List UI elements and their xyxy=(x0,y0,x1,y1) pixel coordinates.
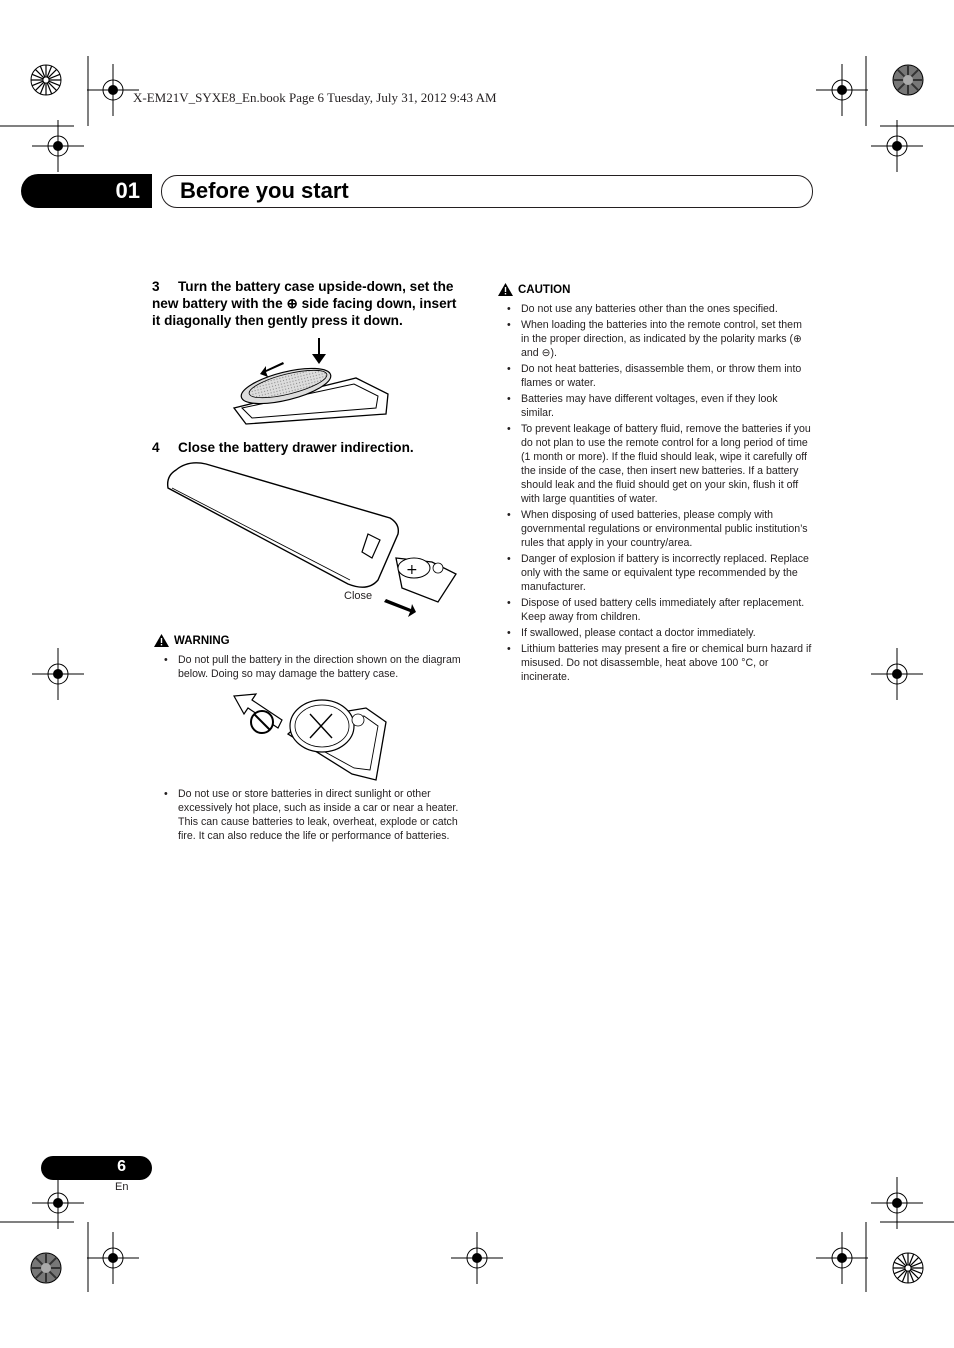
caution-title: CAUTION xyxy=(518,283,571,296)
caution-item: • Danger of explosion if battery is incorrectly replaced. Replace only with the same or equivalent type recommended by the manufacturer. xyxy=(507,552,813,594)
warning-title: WARNING xyxy=(174,634,230,647)
page-language: En xyxy=(115,1181,129,1193)
close-figure-label: Close xyxy=(344,590,373,602)
step-3-line-2: new battery with the ⊕ side facing down, insert xyxy=(152,296,457,311)
caution-item: • When loading the batteries into the remote control, set them in the proper direction, as indicated by the polarity marks (⊕ and ⊖). xyxy=(507,318,813,360)
caution-item: • When disposing of used batteries, please comply with governmental regulations or environmental public institution’s rules that apply in your country/area. xyxy=(507,508,813,550)
remote-close-illustration xyxy=(162,462,462,622)
battery-insert-illustration xyxy=(226,336,396,430)
caution-item: • Batteries may have different voltages, even if they look similar. xyxy=(507,392,813,420)
step-4-number: 4 xyxy=(152,440,160,455)
step-3-line-3: it diagonally then gently press it down. xyxy=(152,313,403,328)
warning-triangle-icon xyxy=(154,634,169,647)
warning-heading xyxy=(154,634,230,647)
step-4 xyxy=(152,439,482,456)
caution-item: • Dispose of used battery cells immediately after replacement. Keep away from children. xyxy=(507,596,813,624)
caution-item: • To prevent leakage of battery fluid, remove the batteries if you do not plan to use the remote control for a long period of time (1 month or more). If the fluid should leak, wipe it carefully off the inside of the case, then insert new batteries. If a battery should leak and the fluid should get on your skin, flush it off with large quantities of water. xyxy=(507,422,813,506)
step-4-text: Close the battery drawer indirection. xyxy=(178,440,414,455)
warning-list-1 xyxy=(164,653,474,683)
chapter-number: 01 xyxy=(115,178,140,203)
chapter-title: Before you start xyxy=(180,178,349,203)
caution-item: • Do not use any batteries other than the ones specified. xyxy=(507,302,813,316)
chapter-tab xyxy=(21,174,152,208)
caution-heading xyxy=(498,283,570,296)
step-3-number: 3 xyxy=(152,279,160,294)
caution-list xyxy=(507,302,813,686)
caution-item: • Lithium batteries may present a fire or chemical burn hazard if misused. Do not disassemble, heat above 100 °C, or incinerate. xyxy=(507,642,813,684)
svg-text:+: + xyxy=(406,562,418,578)
print-file-info: X-EM21V_SYXE8_En.book Page 6 Tuesday, July 31, 2012 9:43 AM xyxy=(133,90,497,105)
caution-item: • If swallowed, please contact a doctor immediately. xyxy=(507,626,813,640)
step-3 xyxy=(152,278,482,329)
page-number: 6 xyxy=(117,1158,126,1175)
warning-list-2 xyxy=(164,787,474,845)
no-pull-illustration xyxy=(226,688,390,782)
chapter-title-box xyxy=(161,175,813,208)
step-3-line-1: Turn the battery case upside-down, set the xyxy=(178,279,454,294)
caution-triangle-icon xyxy=(498,283,513,296)
caution-item: • Do not heat batteries, disassemble them, or throw them into flames or water. xyxy=(507,362,813,390)
warning-item: • Do not use or store batteries in direct sunlight or other excessively hot place, such as inside a car or near a heater. This can cause batteries to leak, overheat, explode or catch fire. It can also reduce the life or performance of batteries. xyxy=(164,787,474,843)
page-number-tab xyxy=(41,1156,152,1180)
warning-item: • Do not pull the battery in the direction shown on the diagram below. Doing so may damage the battery case. xyxy=(164,653,474,681)
